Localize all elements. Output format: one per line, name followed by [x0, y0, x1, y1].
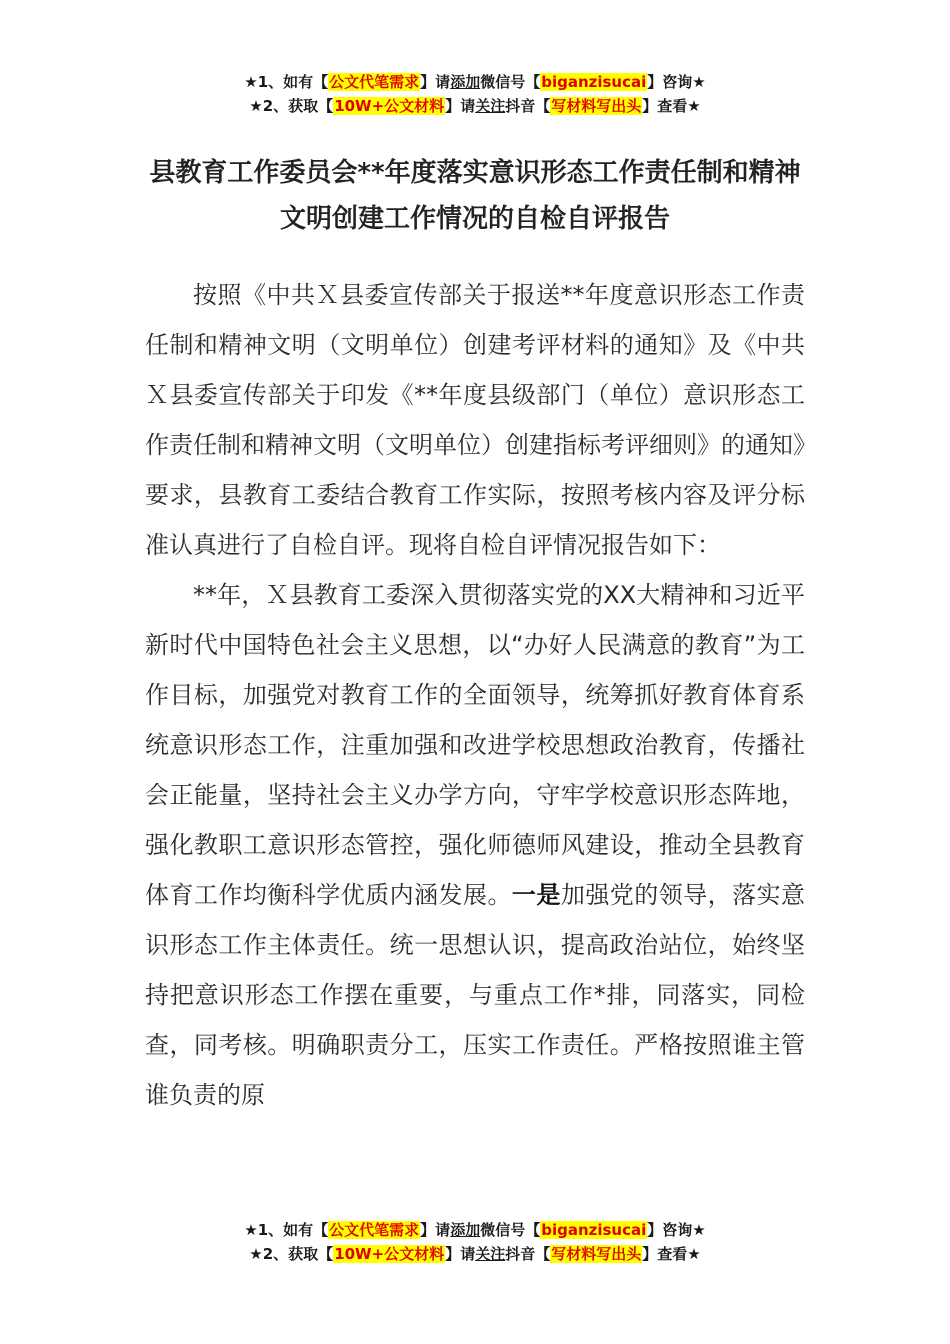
promo-line-2	[0, 94, 950, 118]
promo-text: 】请	[445, 97, 476, 115]
promo-highlight: 10W+公文材料	[334, 97, 445, 115]
document-title	[120, 150, 830, 242]
promo-text: 】咨询★	[647, 1221, 706, 1239]
promo-text: 】查看★	[642, 97, 701, 115]
title-line-1: 县教育工作委员会**年度落实意识形态工作责任制和精神	[149, 158, 801, 188]
promo-text: 微信号【	[480, 73, 541, 91]
paragraph-2-bold-lead: 一是	[511, 881, 561, 909]
title-line-2: 文明创建工作情况的自检自评报告	[279, 204, 670, 234]
promo-highlight: 公文代笔需求	[329, 1221, 420, 1239]
promo-douyin-id: 写材料写出头	[551, 1245, 642, 1263]
paragraph-2	[145, 570, 805, 1120]
promo-text: 】请	[445, 1245, 476, 1263]
paragraph-2-text: **年，Ｘ县教育工委深入贯彻落实党的XX大精神和习近平新时代中国特色社会主义思想，以“办好人民满意的教育”为工作目标，加强党对教育工作的全面领导，统筹抓好教育体育系统意识形态工作，注重加强和改进学校思想政治教育，传播社会正能量，坚持社会主义办学方向，守牢学校意识形态阵地，强化教职工意识形态管控，强化师德师风建设，推动全县教育体育工作均衡科学优质内涵发展。	[145, 581, 805, 909]
promo-footer	[0, 1218, 950, 1266]
promo-header	[0, 70, 950, 118]
promo-underline: 添加	[450, 73, 481, 91]
promo-text: 抖音【	[505, 97, 551, 115]
paragraph-2-text-cont: 加强党的领导，落实意识形态工作主体责任。统一思想认识，提高政治站位，始终坚持把意识形态工作摆在重要，与重点工作*排，同落实，同检查，同考核。明确职责分工，压实工作责任。严格按照谁主管谁负责的原	[145, 881, 806, 1109]
promo-highlight: 10W+公文材料	[334, 1245, 445, 1263]
promo-text: 】请	[420, 1221, 451, 1239]
document-body	[145, 270, 805, 1120]
promo-underline: 关注	[475, 1245, 506, 1263]
promo-wechat-id: biganzisucai	[541, 1221, 647, 1239]
promo-text: ★2、获取【	[249, 1245, 334, 1263]
promo-wechat-id: biganzisucai	[541, 73, 647, 91]
promo-text: ★1、如有【	[244, 73, 329, 91]
promo-text: ★2、获取【	[249, 97, 334, 115]
promo-text: 微信号【	[480, 1221, 541, 1239]
promo-underline: 关注	[475, 97, 506, 115]
promo-text: 】请	[420, 73, 451, 91]
promo-highlight: 公文代笔需求	[329, 73, 420, 91]
promo-underline: 添加	[450, 1221, 481, 1239]
promo-text: ★1、如有【	[244, 1221, 329, 1239]
promo-line-1	[0, 1218, 950, 1242]
promo-text: 】咨询★	[647, 73, 706, 91]
promo-text: 抖音【	[505, 1245, 551, 1263]
promo-douyin-id: 写材料写出头	[551, 97, 642, 115]
promo-line-2	[0, 1242, 950, 1266]
promo-text: 】查看★	[642, 1245, 701, 1263]
promo-line-1	[0, 70, 950, 94]
paragraph-1: 按照《中共Ｘ县委宣传部关于报送**年度意识形态工作责任制和精神文明（文明单位）创建考评材料的通知》及《中共Ｘ县委宣传部关于印发《**年度县级部门（单位）意识形态工作责任制和精神文明（文明单位）创建指标考评细则》的通知》要求，县教育工委结合教育工作实际，按照考核内容及评分标准认真进行了自检自评。现将自检自评情况报告如下：	[145, 281, 805, 559]
